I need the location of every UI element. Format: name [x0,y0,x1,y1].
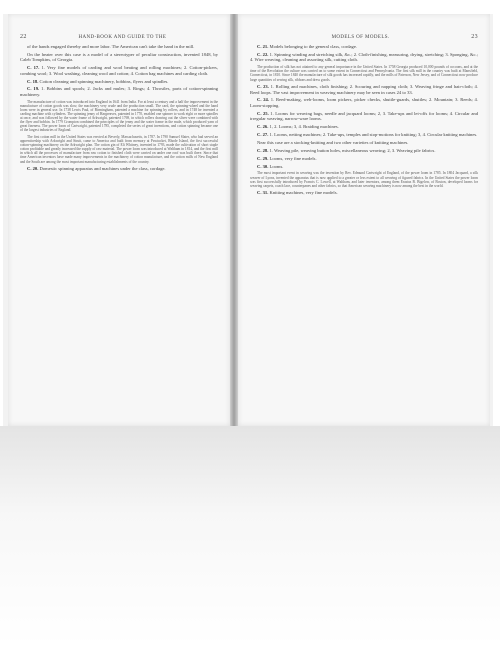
case-label: C. 21. [257,44,269,49]
right-paragraph [250,190,478,195]
left-paragraph [20,79,218,84]
paragraph-text: Domestic spinning apparatus and machines under the class, cordage. [39,166,166,172]
paragraph-text: Near this case are a stocking-knitting and two other varieties of knitting machines. [257,139,409,145]
paragraph-text: The manufacture of cotton was introduced into England in 1641 from India. For at least a century and a half the improvement in the manufacture of cotton goods was slow, the machinery very crude and the production small. The card, the spinning-wheel and the hand loom were in general use. In 1738 Lewis Paul, of Birmingham, patented a machine for spinning by rollers, and in 1748 he invented a carding machine with cylinders. The spinning jenny of Hargreaves, patented in 1770, enabled one spinner to work eight or more spindles at once, and was followed by the water frame of Arkwright, patented 1769, in which rollers drawing out the sliver were combined with the flyer and bobbin. In 1779 Crompton combined the principles of the jenny and the water frame in the mule, which produced yarn of great fineness. The power loom of Cartwright, patented 1785, completed the series of great inventions, and cotton spinning became one of the largest industries of England. [20,99,218,133]
case-label: C. 24. [257,97,269,103]
right-paragraph [250,65,478,81]
left-paragraph [20,135,218,164]
left-paragraph [20,100,218,133]
right-paragraph [250,97,478,108]
left-page-number: 22 [20,34,27,40]
paragraph-text: The most important event in weaving was the invention by Rev. Edmund Cartwright of England, of the power loom in 1785. In 1804 Jacquard, a silk weaver of Lyons, invented the apparatus that is now applied to a greater or less extent to all weaving of figured fabrics. In the United States the power loom was first successfully introduced by Francis C. Lowell, at Waltham, and later inventors, among them Erastus B. Bigelow, of Boston, developed looms for weaving carpets, coach lace, counterpanes and other fabrics, so that American weaving machinery is now among the best in the world. [250,171,478,188]
right-paragraph [250,111,478,122]
case-label: C. 27. [257,131,269,137]
case-label: C. 23. [257,84,269,90]
paragraph-text: 1. Looms, netting machines; 2. Take-ups, temples and stop-motions for knitting; 3, 4. Circular knitting machines. [269,131,478,137]
right-running-head [250,34,478,40]
right-paragraph [250,52,478,63]
book-gutter [230,14,238,426]
right-paragraph [250,164,478,169]
paragraph-text: Cotton cleaning and spinning machinery, bobbins, flyers and spindles. [39,78,169,84]
right-page [238,14,490,426]
paragraph-text: Models belonging to the general class, cordage. [269,44,358,49]
paragraph-text: Knitting machines, very fine models. [269,190,338,196]
left-paragraph [20,166,218,171]
right-page-body [250,44,478,196]
left-paragraph [20,44,218,49]
paragraph-text: 1. Bobbins and spools; 2. Jacks and mules; 3. Rings; 4. Throstles, parts of cotton-spinning machinery. [20,86,218,97]
case-label: C. 29. [257,155,269,161]
case-label: C. 22. [257,51,269,57]
case-label: C. 20. [27,166,39,172]
paragraph-text: 1. Rolling and machines, cloth finishing; 2. Scouring and napping cloth; 3. Weaving fringe and hair-cloth; 4. Reed loops. The vast improvement in weaving machinery may be seen in cases 24 to 33. [250,84,478,95]
paragraph-text: 1. Looms for weaving bags, needle and jacquard looms; 2, 3. Take-ups and let-offs for looms; 4. Circular and irregular weaving, narrow-ware looms. [250,110,478,122]
paragraph-text: Looms, very fine models. [269,155,317,161]
left-page-body [20,44,218,172]
left-running-head [20,34,218,40]
paragraph-text: On the heater over this case is a model of a stereotyper of peculiar construction, invented 1848, by Caleb Tompkins, of Georgia. [20,51,218,63]
paragraph-text: of the hands engaged thereby and more labor. The American can't take the hand in the mill. [27,44,195,49]
paragraph-text: 1. Reed-making, web-looms, loom pickers, picker checks, shuttle-guards, shuttles; 2. Mountain; 3. Reeds; 4. Loom-stopping. [250,97,479,108]
right-paragraph [250,124,478,129]
case-label: C. 26. [257,124,269,130]
paragraph-text: 1. Weaving pile, weaving button holes, miscellaneous weaving; 2, 3. Weaving pile fabrics. [269,147,436,153]
left-paragraph [20,86,218,97]
left-paragraph [20,52,218,63]
right-paragraph [250,44,478,49]
paragraph-text: Looms. [269,163,284,169]
left-running-title: HAND-BOOK AND GUIDE TO THE [78,35,167,40]
paragraph-text: 1. Very fine models of carding and wool beating and rolling machines; 2. Cotton-pickers, combing wool; 3. Wool washing, cleaning wool and cotton; 4. Cotton bag machines and carding cloth. [20,65,218,76]
paragraph-text: The production of silk has not attained to any general importance in the United States. In 1758 Georgia produced 10,000 pounds of cocoons, and at the time of the Revolution the culture was carried on to some extent in Connecticut and Pennsylvania. The first silk mill in the country was built at Mansfield, Connecticut, in 1810. Since 1840 the manufacture of silk goods has increased rapidly, and the mills of Paterson, New Jersey, and of Connecticut now produce large quantities of sewing silk, ribbons and dress goods. [250,65,478,82]
paragraph-text: The first cotton mill in the United States was erected at Beverly, Massachusetts, in 1787. In 1790 Samuel Slater, who had served an apprenticeship with Arkwright and Strutt, came to America and built from memory at Pawtucket, Rhode Island, the first successful cotton-spinning machinery on the Arkwright plan. The cotton gin of Eli Whitney, invented in 1793, made the cultivation of short staple cotton profitable and greatly increased the supply of raw material. The power loom was introduced at Waltham in 1814, and the first mill in which all the processes of manufacture from raw cotton to finished cloth were carried on under one roof was built there. Since that time American inventors have made many improvements in the machinery of cotton manufacture, and the cotton mills of New England and the South are among the most important manufacturing establishments of the country. [20,135,218,164]
right-page-number: 23 [471,34,478,40]
right-paragraph [250,156,478,161]
case-label: C. 30. [257,163,269,169]
right-paragraph [250,140,478,145]
case-label: C. 28. [257,147,269,153]
case-label: C. 18. [27,78,39,84]
right-paragraph [250,84,478,95]
left-page [8,14,230,426]
right-running-title: MODELS OF MODELS. [331,35,390,40]
paragraph-text: 1. Spinning winding and stretching silk, &c.; 2. Cloth-finishing, measuring, drying, stretching; 3. Sponging, &c.; 4. Wire weaving, cleaning and assorting silk, cutting cloth. [250,51,478,63]
right-paragraph [250,171,478,187]
right-paragraph [250,148,478,153]
paragraph-text: 1, 2. Looms; 3, 4. Braiding machines. [269,124,339,130]
scanner-shadow [0,426,500,646]
right-paragraph [250,132,478,137]
case-label: C. 17. [27,65,40,71]
left-paragraph [20,65,218,76]
case-label: C. 31. [257,190,269,196]
case-label: C. 25. [257,110,269,116]
case-label: C. 19. [27,86,40,92]
